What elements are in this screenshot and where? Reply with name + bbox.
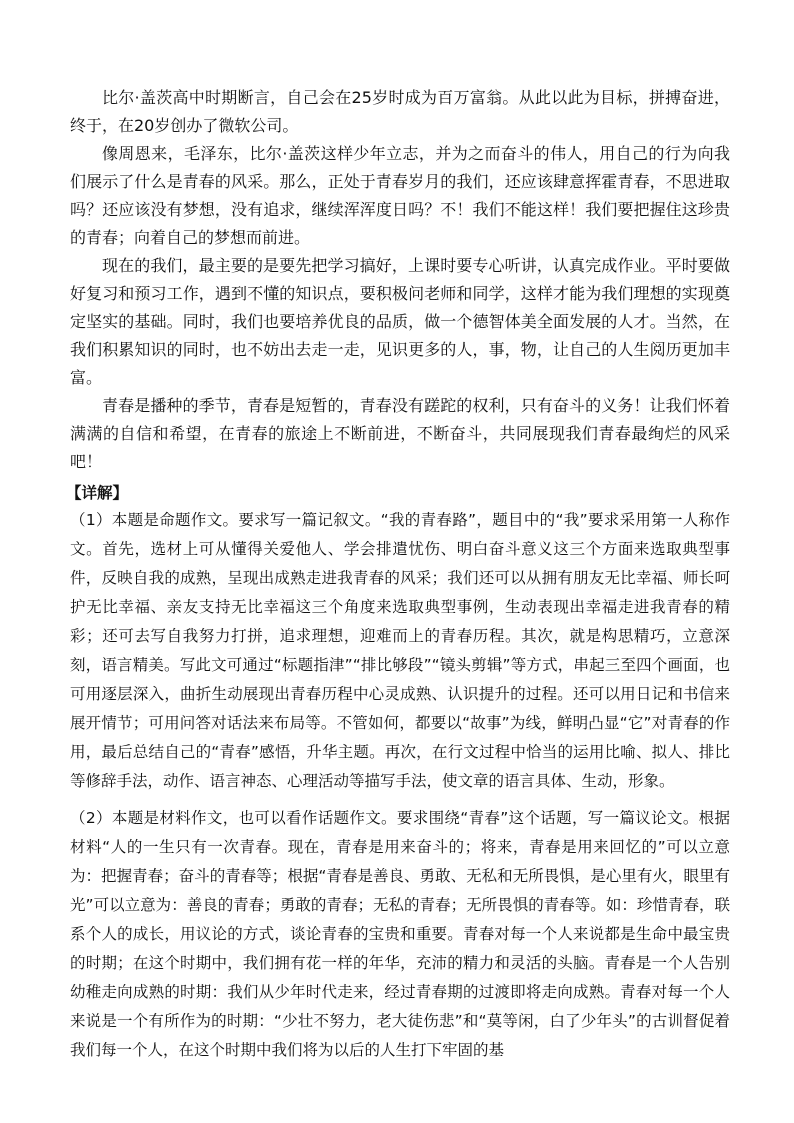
- analysis-paragraph: （2）本题是材料作文，也可以看作话题作文。要求围绕“青春”这个话题，写一篇议论文。根据材料“人的一生只有一次青春。现在，青春是用来奋斗的；将来，青春是用来回忆的”可以立意为：把握青春；奋斗的青春等；根据“青春是善良、勇敢、无私和无所畏惧，是心里有火，眼里有光”可以立意为：善良的青春；勇敢的青春；无私的青春；无所畏惧的青春等。如：珍惜青春，联系个人的成长，用议论的方式，谈论青春的宝贵和重要。青春对每一个人来说都是生命中最宝贵的时期；在这个时期中，我们拥有花一样的年华，充沛的精力和灵活的头脑。青春是一个人告别幼稚走向成熟的时期：我们从少年时代走来，经过青春期的过渡即将走向成熟。青春对每一个人来说是一个有所作为的时期：“少壮不努力，老大徒伤悲”和“莫等闲，白了少年头”的古训督促着我们每一个人，在这个时期中我们将为以后的人生打下牢固的基: [70, 809, 730, 1059]
- essay-paragraph: 青春是播种的季节，青春是短暂的，青春没有蹉跎的权利，只有奋斗的义务！让我们怀着满满的自信和希望，在青春的旅途上不断前进，不断奋斗，共同展现我们青春最绚烂的风采吧！: [70, 396, 730, 471]
- analysis-heading: 【详解】: [66, 484, 129, 502]
- essay-paragraph: 像周恩来，毛泽东，比尔·盖茨这样少年立志，并为之而奋斗的伟人，用自己的行为向我们展示了什么是青春的风采。那么，正处于青春岁月的我们，还应该肆意挥霍青春，不思进取吗？还应该没有梦想，没有追求，继续浑浑度日吗？不！我们不能这样！我们要把握住这珍贵的青春；向着自己的梦想而前进。: [70, 144, 730, 247]
- essay-paragraph: 现在的我们，最主要的是要先把学习搞好，上课时要专心听讲，认真完成作业。平时要做好复习和预习工作，遇到不懂的知识点，要积极问老师和同学，这样才能为我们理想的实现奠定坚实的基础。同时，我们也要培养优良的品质，做一个德智体美全面发展的人才。当然，在我们积累知识的同时，也不妨出去走一走，见识更多的人，事，物，让自己的人生阅历更加丰富。: [70, 256, 730, 387]
- essay-section: [70, 84, 730, 476]
- analysis-section: [70, 506, 730, 1065]
- analysis-paragraph: （1）本题是命题作文。要求写一篇记叙文。“我的青春路”，题目中的“我”要求采用第一人称作文。首先，选材上可从懂得关爱他人、学会排遣忧伤、明白奋斗意义这三个方面来选取典型事件，反映自我的成熟，呈现出成熟走进我青春的风采；我们还可以从拥有朋友无比幸福、师长呵护无比幸福、亲友支持无比幸福这三个角度来选取典型事例，生动表现出幸福走进我青春的精彩；还可去写自我努力打拼，追求理想，迎难而上的青春历程。其次，就是构思精巧，立意深刻，语言精美。写此文可通过“标题指津”“排比够段”“镜头剪辑”等方式，串起三至四个画面，也可用逐层深入，曲折生动展现出青春历程中心灵成熟、认识提升的过程。还可以用日记和书信来展开情节；可用问答对话法来布局等。不管如何，都要以“故事”为线，鲜明凸显“它”对青春的作用，最后总结自己的“青春”感悟，升华主题。再次，在行文过程中恰当的运用比喻、拟人、排比等修辞手法，动作、语言神态、心理活动等描写手法，使文章的语言具体、生动，形象。: [70, 511, 730, 790]
- essay-paragraph: 比尔·盖茨高中时期断言，自己会在25岁时成为百万富翁。从此以此为目标，拼搏奋进，终于，在20岁创办了微软公司。: [70, 88, 730, 135]
